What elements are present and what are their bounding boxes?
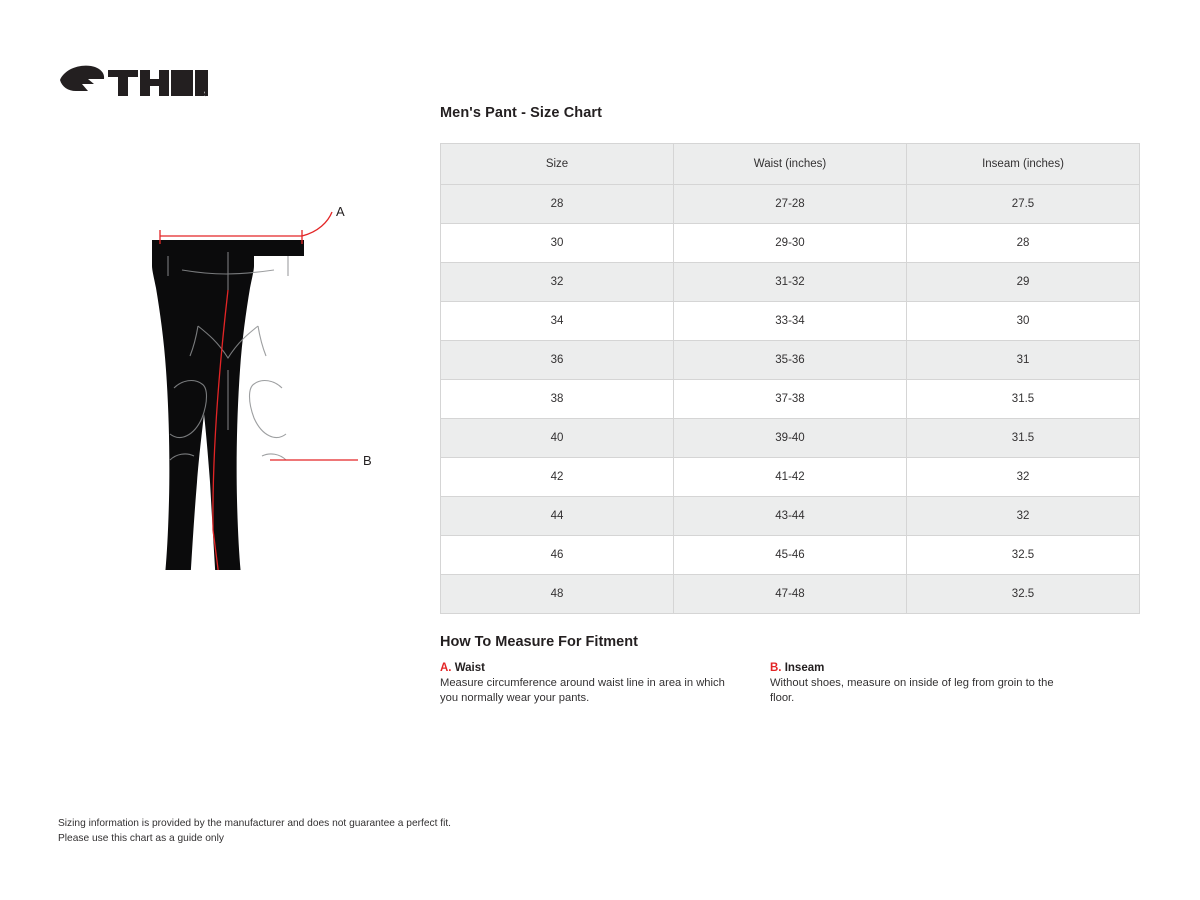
column-header-inseam: Inseam (inches) xyxy=(907,144,1140,185)
table-row xyxy=(441,419,1140,458)
cell-size: 46 xyxy=(441,536,674,575)
cell-inseam: 32.5 xyxy=(907,536,1140,575)
cell-waist: 29-30 xyxy=(674,224,907,263)
measure-letter-a: A. xyxy=(440,662,452,674)
table-row xyxy=(441,536,1140,575)
cell-size: 32 xyxy=(441,263,674,302)
marker-b-label: B xyxy=(363,453,372,468)
table-row xyxy=(441,341,1140,380)
table-row xyxy=(441,185,1140,224)
measure-text-waist: Measure circumference around waist line in area in which you normally wear your pants. xyxy=(440,677,725,704)
how-to-measure-section xyxy=(440,634,1140,705)
cell-size: 34 xyxy=(441,302,674,341)
table-row xyxy=(441,458,1140,497)
how-to-measure-heading: How To Measure For Fitment xyxy=(440,634,638,650)
size-chart-table xyxy=(440,143,1140,614)
thor-helmet-logo xyxy=(58,62,208,104)
cell-waist: 45-46 xyxy=(674,536,907,575)
page-title: Men's Pant - Size Chart xyxy=(440,105,603,121)
marker-a-label: A xyxy=(336,204,345,219)
cell-size: 36 xyxy=(441,341,674,380)
cell-inseam: 30 xyxy=(907,302,1140,341)
table-row xyxy=(441,497,1140,536)
cell-inseam: 31 xyxy=(907,341,1140,380)
cell-inseam: 32 xyxy=(907,497,1140,536)
disclaimer xyxy=(58,817,451,846)
measure-label-waist: Waist xyxy=(454,662,485,674)
cell-waist: 39-40 xyxy=(674,419,907,458)
pant-diagram xyxy=(70,130,390,570)
disclaimer-line-2: Please use this chart as a guide only xyxy=(58,832,224,844)
cell-size: 38 xyxy=(441,380,674,419)
cell-inseam: 27.5 xyxy=(907,185,1140,224)
measure-item-inseam xyxy=(770,662,1100,705)
table-header-row xyxy=(441,144,1140,185)
cell-waist: 35-36 xyxy=(674,341,907,380)
table-row xyxy=(441,263,1140,302)
cell-inseam: 28 xyxy=(907,224,1140,263)
table-row xyxy=(441,575,1140,614)
cell-size: 48 xyxy=(441,575,674,614)
cell-inseam: 32.5 xyxy=(907,575,1140,614)
cell-size: 44 xyxy=(441,497,674,536)
cell-waist: 27-28 xyxy=(674,185,907,224)
table-row xyxy=(441,380,1140,419)
measure-item-waist xyxy=(440,662,770,705)
measure-letter-b: B. xyxy=(770,662,782,674)
cell-waist: 33-34 xyxy=(674,302,907,341)
cell-waist: 43-44 xyxy=(674,497,907,536)
measure-text-inseam: Without shoes, measure on inside of leg from groin to the floor. xyxy=(770,677,1054,704)
measure-label-inseam: Inseam xyxy=(784,662,825,674)
cell-waist: 31-32 xyxy=(674,263,907,302)
cell-size: 40 xyxy=(441,419,674,458)
cell-size: 28 xyxy=(441,185,674,224)
cell-size: 42 xyxy=(441,458,674,497)
cell-inseam: 31.5 xyxy=(907,419,1140,458)
cell-inseam: 32 xyxy=(907,458,1140,497)
column-header-size: Size xyxy=(441,144,674,185)
size-chart-section xyxy=(440,105,1140,614)
brand-logo xyxy=(58,62,208,104)
cell-waist: 47-48 xyxy=(674,575,907,614)
table-row xyxy=(441,302,1140,341)
column-header-waist: Waist (inches) xyxy=(674,144,907,185)
table-row xyxy=(441,224,1140,263)
cell-inseam: 29 xyxy=(907,263,1140,302)
cell-size: 30 xyxy=(441,224,674,263)
pant-illustration xyxy=(70,130,390,570)
cell-inseam: 31.5 xyxy=(907,380,1140,419)
disclaimer-line-1: Sizing information is provided by the manufacturer and does not guarantee a perfect fit. xyxy=(58,818,452,829)
cell-waist: 37-38 xyxy=(674,380,907,419)
cell-waist: 41-42 xyxy=(674,458,907,497)
